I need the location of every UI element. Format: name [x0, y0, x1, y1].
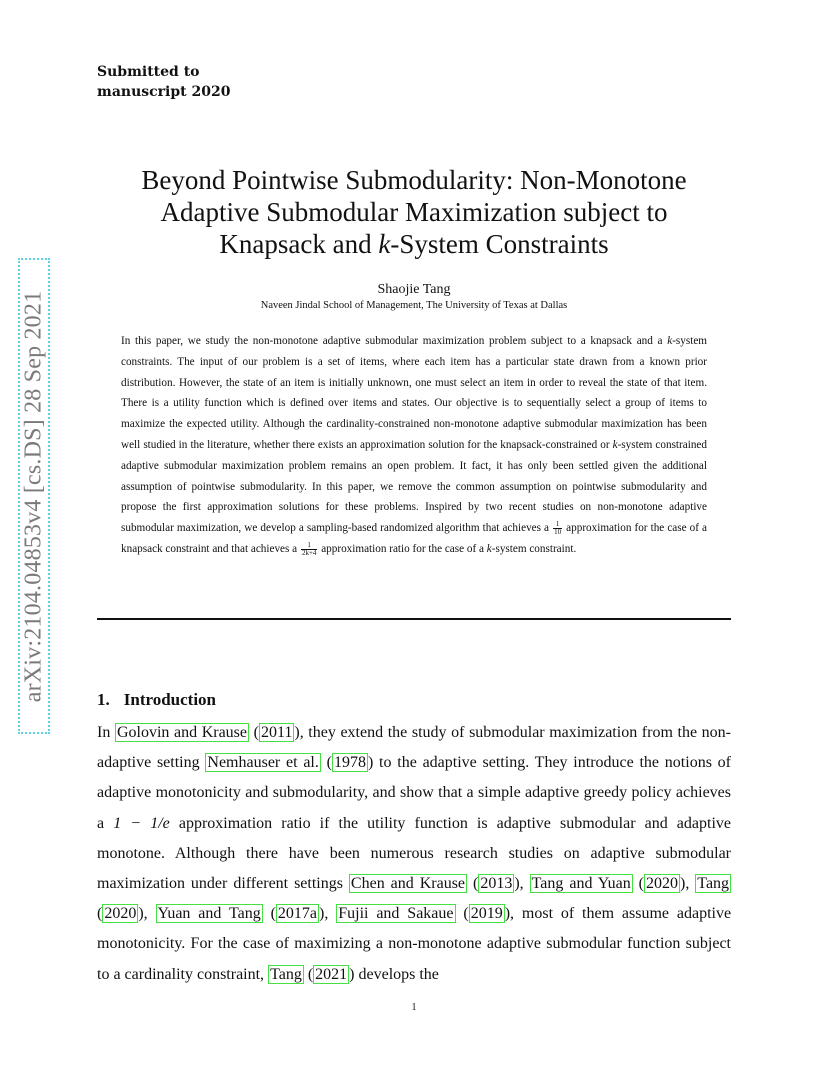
title-line-3-pre: Knapsack and — [219, 229, 379, 259]
fraction-2-numerator: 1 — [301, 542, 317, 550]
abstract-k-2: k — [612, 438, 618, 451]
body-text-run: ), — [138, 905, 156, 923]
body-text-run: ( — [97, 905, 103, 923]
arxiv-sidebar-stamp[interactable] — [18, 258, 50, 734]
fraction-one-over-2k-plus-4 — [301, 542, 317, 557]
citation-link-2021[interactable]: 2021 — [315, 965, 348, 983]
citation-link-2020-a[interactable]: 2020 — [645, 875, 678, 893]
header-line-manuscript: manuscript 2020 — [97, 84, 231, 100]
introduction-paragraph — [97, 718, 731, 990]
body-text-run: ( — [320, 754, 332, 772]
abstract-k-1: k — [667, 335, 673, 347]
abstract-part-1: In this paper, we study the non-monotone adaptive submodular maximization problem subject to a knapsack and a — [121, 335, 668, 347]
section-number: 1. — [97, 690, 110, 709]
math-approx-ratio: 1 − 1/e — [113, 814, 170, 832]
citation-link-chen-krause[interactable]: Chen and Krause — [350, 875, 466, 893]
arxiv-identifier: arXiv:2104.04853v4 [cs.DS] 28 Sep 2021 — [20, 290, 47, 702]
body-text-run: ) to the adaptive setting. They introduce the notions of adaptive monotonicity and submodularity, and show that a simple adaptive greedy policy achieves a — [97, 754, 732, 832]
body-text-run: ), most of them assume adaptive monotonicity. For the case of maximizing a non-monotone adaptive submodular function subject to a cardinality constraint, — [97, 905, 732, 983]
author-affiliation: Naveen Jindal School of Management, The University of Texas at Dallas — [260, 300, 568, 311]
abstract-k-3: k — [486, 542, 492, 555]
citation-link-2013[interactable]: 2013 — [480, 875, 513, 893]
body-text-run: ), — [319, 905, 337, 923]
body-text-run: approximation ratio if the utility function is adaptive submodular and adaptive monotone. Although there have been numerous research studies on adaptive submodular maximization under different settings — [97, 814, 732, 893]
abstract-part-4: approximation for the case of a knapsack constraint and that achieves a — [121, 522, 707, 555]
title-line-3 — [219, 229, 608, 259]
fraction-1-denominator: 10 — [554, 528, 562, 537]
title-line-3-post: -System Constraints — [390, 229, 609, 259]
body-text-run: ( — [467, 875, 479, 893]
section-title: Introduction — [123, 690, 217, 709]
citation-link-2020-b[interactable]: 2020 — [104, 905, 137, 923]
citation-link-1978[interactable]: 1978 — [333, 754, 366, 772]
body-text-run: ( — [632, 875, 644, 893]
citation-link-fujii-sakaue[interactable]: Fujii and Sakaue — [338, 905, 454, 923]
fraction-1-numerator: 1 — [553, 521, 562, 529]
body-text-run: ) develops the — [349, 965, 439, 983]
title-k-symbol: k — [378, 229, 391, 259]
body-text-run: ), — [514, 875, 530, 893]
page-number: 1 — [411, 1002, 417, 1013]
citation-link-yuan-tang[interactable]: Yuan and Tang — [157, 905, 261, 923]
citation-link-2019[interactable]: 2019 — [470, 905, 503, 923]
citation-link-nemhauser[interactable]: Nemhauser et al. — [207, 754, 319, 772]
section-heading-introduction — [97, 690, 216, 710]
paper-title — [97, 164, 731, 260]
body-text-run: ), — [679, 875, 696, 893]
running-header — [97, 62, 230, 102]
abstract-part-2: -system constraints. The input of our problem is a set of items, where each item has a particular state drawn from a known prior distribution. However, the state of an item is initially unknown, one must select an item in order to reveal the state of that item. There is a utility function which is defined over items and states. Our objective is to sequentially select a group of items to maximize the expected utility. Although the cardinality-constrained non-monotone adaptive submodular maximization has been well studied in the literature, whether there exists an approximation solution for the knapsack-constrained or — [121, 335, 707, 451]
citation-link-golovin-krause[interactable]: Golovin and Krause — [116, 724, 248, 741]
body-text-run: ( — [249, 724, 259, 741]
body-text-run: ( — [303, 965, 314, 983]
author-name: Shaojie Tang — [377, 282, 451, 297]
citation-link-2011[interactable]: 2011 — [260, 724, 293, 741]
citation-link-tang[interactable]: Tang — [697, 875, 730, 893]
body-text-run: ), they extend the study of submodular maximization from the non-adaptive setting — [97, 724, 732, 772]
citation-link-2017a[interactable]: 2017a — [277, 905, 318, 923]
body-text-run: In — [97, 724, 115, 741]
title-line-1: Beyond Pointwise Submodularity: Non-Monotone — [141, 165, 687, 195]
abstract — [121, 331, 707, 560]
citation-link-tang-yuan[interactable]: Tang and Yuan — [531, 875, 631, 893]
body-text-run: ( — [455, 905, 469, 923]
abstract-divider — [97, 618, 731, 620]
abstract-part-6: -system constraint. — [491, 542, 577, 555]
citation-link-tang-2021-author[interactable]: Tang — [270, 965, 302, 983]
abstract-part-5: approximation ratio for the case of a — [318, 542, 487, 555]
header-line-submitted: Submitted to — [97, 64, 200, 80]
abstract-part-3: -system constrained adaptive submodular maximization problem remains an open problem. It fact, it has only been settled given the additional assumption of pointwise submodularity. In this paper, we remove the common assumption on pointwise submodularity and propose the first approximation solutions for these problems. Inspired by two recent studies on non-monotone adaptive submodular maximization, we develop a sampling-based randomized algorithm that achieves a — [121, 438, 707, 535]
title-line-2: Adaptive Submodular Maximization subject to — [160, 197, 668, 227]
fraction-one-tenth — [553, 521, 562, 536]
fraction-2-denominator: 2k+4 — [301, 548, 317, 557]
body-text-run: ( — [262, 905, 276, 923]
